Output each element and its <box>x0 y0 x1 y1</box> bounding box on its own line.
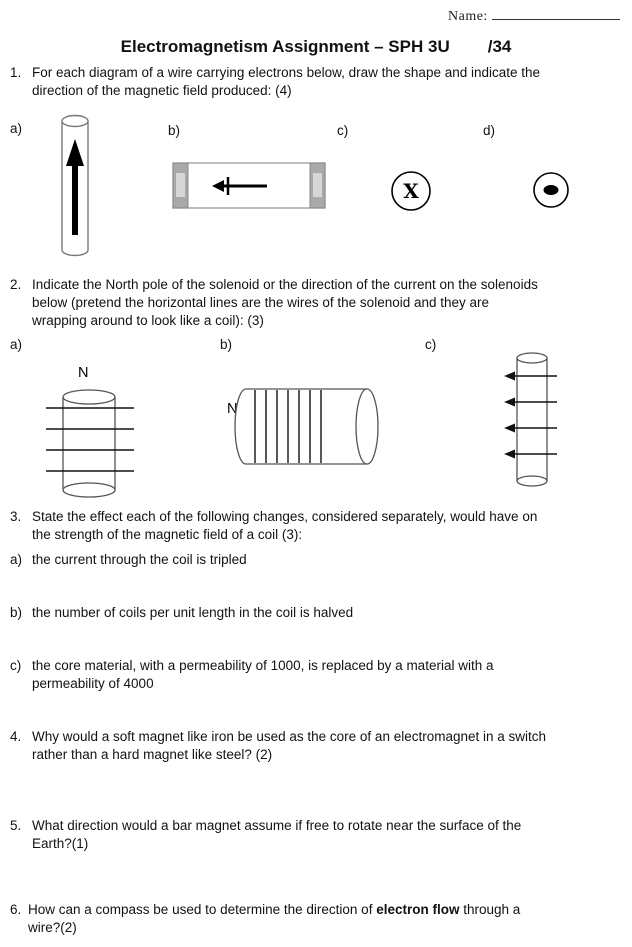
wire-into-page-diagram <box>388 168 434 214</box>
question-line <box>28 901 624 919</box>
question-1-number: 1. <box>10 65 22 80</box>
total-marks: /34 <box>487 37 512 56</box>
left-arrow-icon <box>504 372 515 381</box>
question-line: direction of the magnetic field produced: (4) <box>32 83 292 98</box>
question-line: What direction would a bar magnet assume if free to rotate near the surface of the <box>32 818 522 833</box>
question-3a-text <box>32 551 624 569</box>
question-5-text <box>32 817 624 853</box>
question-3c-text <box>32 657 624 693</box>
question-3c-label: c) <box>10 658 22 673</box>
vertical-wire-diagram <box>58 113 92 261</box>
question-6-bold-term: electron flow <box>376 902 460 917</box>
question-3b-label: b) <box>10 605 23 620</box>
question-3c <box>10 657 624 693</box>
question-4-number: 4. <box>10 729 22 744</box>
name-blank-line[interactable] <box>492 6 620 20</box>
question-line: the core material, with a permeability of 1000, is replaced by a material with a <box>32 658 494 673</box>
question-line: For each diagram of a wire carrying electrons below, draw the shape and indicate the <box>32 65 541 80</box>
question-6-text-after: through a <box>459 902 521 917</box>
solenoid-current-arrows-diagram <box>500 348 570 494</box>
question-3-number: 3. <box>10 509 22 524</box>
question-line: Why would a soft magnet like iron be used as the core of an electromagnet in a switch <box>32 729 547 744</box>
question-line: permeability of 4000 <box>32 676 154 691</box>
north-pole-label: N <box>227 401 238 417</box>
question-2-number: 2. <box>10 277 22 292</box>
question-3b-text <box>32 604 624 622</box>
question-line: wrapping around to look like a coil): (3) <box>32 313 264 328</box>
wire-out-of-page-diagram <box>531 170 571 210</box>
question-6-number: 6. <box>10 902 22 917</box>
question-line: wire?(2) <box>28 920 77 935</box>
question-3 <box>10 508 624 544</box>
question-line: below (pretend the horizontal lines are the wires of the solenoid and they are <box>32 295 490 310</box>
diagram-label-b: b) <box>168 123 181 138</box>
into-page-x-symbol: X <box>403 179 419 203</box>
question-6-text-before: How can a compass be used to determine the direction of <box>28 902 377 917</box>
out-of-page-dot-symbol <box>544 185 559 195</box>
diagram-label-c: c) <box>337 123 349 138</box>
question-4-text <box>32 728 624 764</box>
name-label: Name: <box>448 9 488 24</box>
question-line: Indicate the North pole of the solenoid or the direction of the current on the solenoids <box>32 277 538 292</box>
solenoid-vertical-diagram <box>42 358 142 506</box>
name-row <box>448 6 620 26</box>
question-3-text <box>32 508 624 544</box>
left-arrow-icon <box>504 424 515 433</box>
question-line: Earth?(1) <box>32 836 89 851</box>
question-3a <box>10 551 624 569</box>
horizontal-wire-diagram <box>170 160 328 212</box>
question-3b <box>10 604 624 622</box>
question-2-text <box>32 276 624 330</box>
question-3a-label: a) <box>10 552 23 567</box>
diagram-label-c: c) <box>425 337 437 352</box>
question-line: State the effect each of the following changes, considered separately, would have on <box>32 509 538 524</box>
diagram-label-d: d) <box>483 123 496 138</box>
question-5-number: 5. <box>10 818 22 833</box>
question-line: the strength of the magnetic field of a coil (3): <box>32 527 303 542</box>
title-row <box>0 37 632 57</box>
question-6 <box>10 901 624 937</box>
question-1 <box>10 64 624 100</box>
page-title: Electromagnetism Assignment – SPH 3U <box>120 37 450 56</box>
diagram-label-a: a) <box>10 337 23 352</box>
diagram-label-b: b) <box>220 337 233 352</box>
question-5 <box>10 817 624 853</box>
question-2 <box>10 276 624 330</box>
question-line: rather than a hard magnet like steel? (2) <box>32 747 273 762</box>
question-4 <box>10 728 624 764</box>
diagram-label-a: a) <box>10 121 23 136</box>
question-1-diagrams <box>0 110 632 276</box>
question-1-text <box>32 64 624 100</box>
question-6-text <box>28 901 624 937</box>
question-line: the current through the coil is tripled <box>32 552 247 567</box>
north-pole-label: N <box>78 365 89 381</box>
question-line: the number of coils per unit length in the coil is halved <box>32 605 354 620</box>
left-arrow-icon <box>504 398 515 407</box>
question-2-diagrams <box>0 332 632 508</box>
solenoid-horizontal-diagram <box>222 380 382 472</box>
left-arrow-icon <box>504 450 515 459</box>
